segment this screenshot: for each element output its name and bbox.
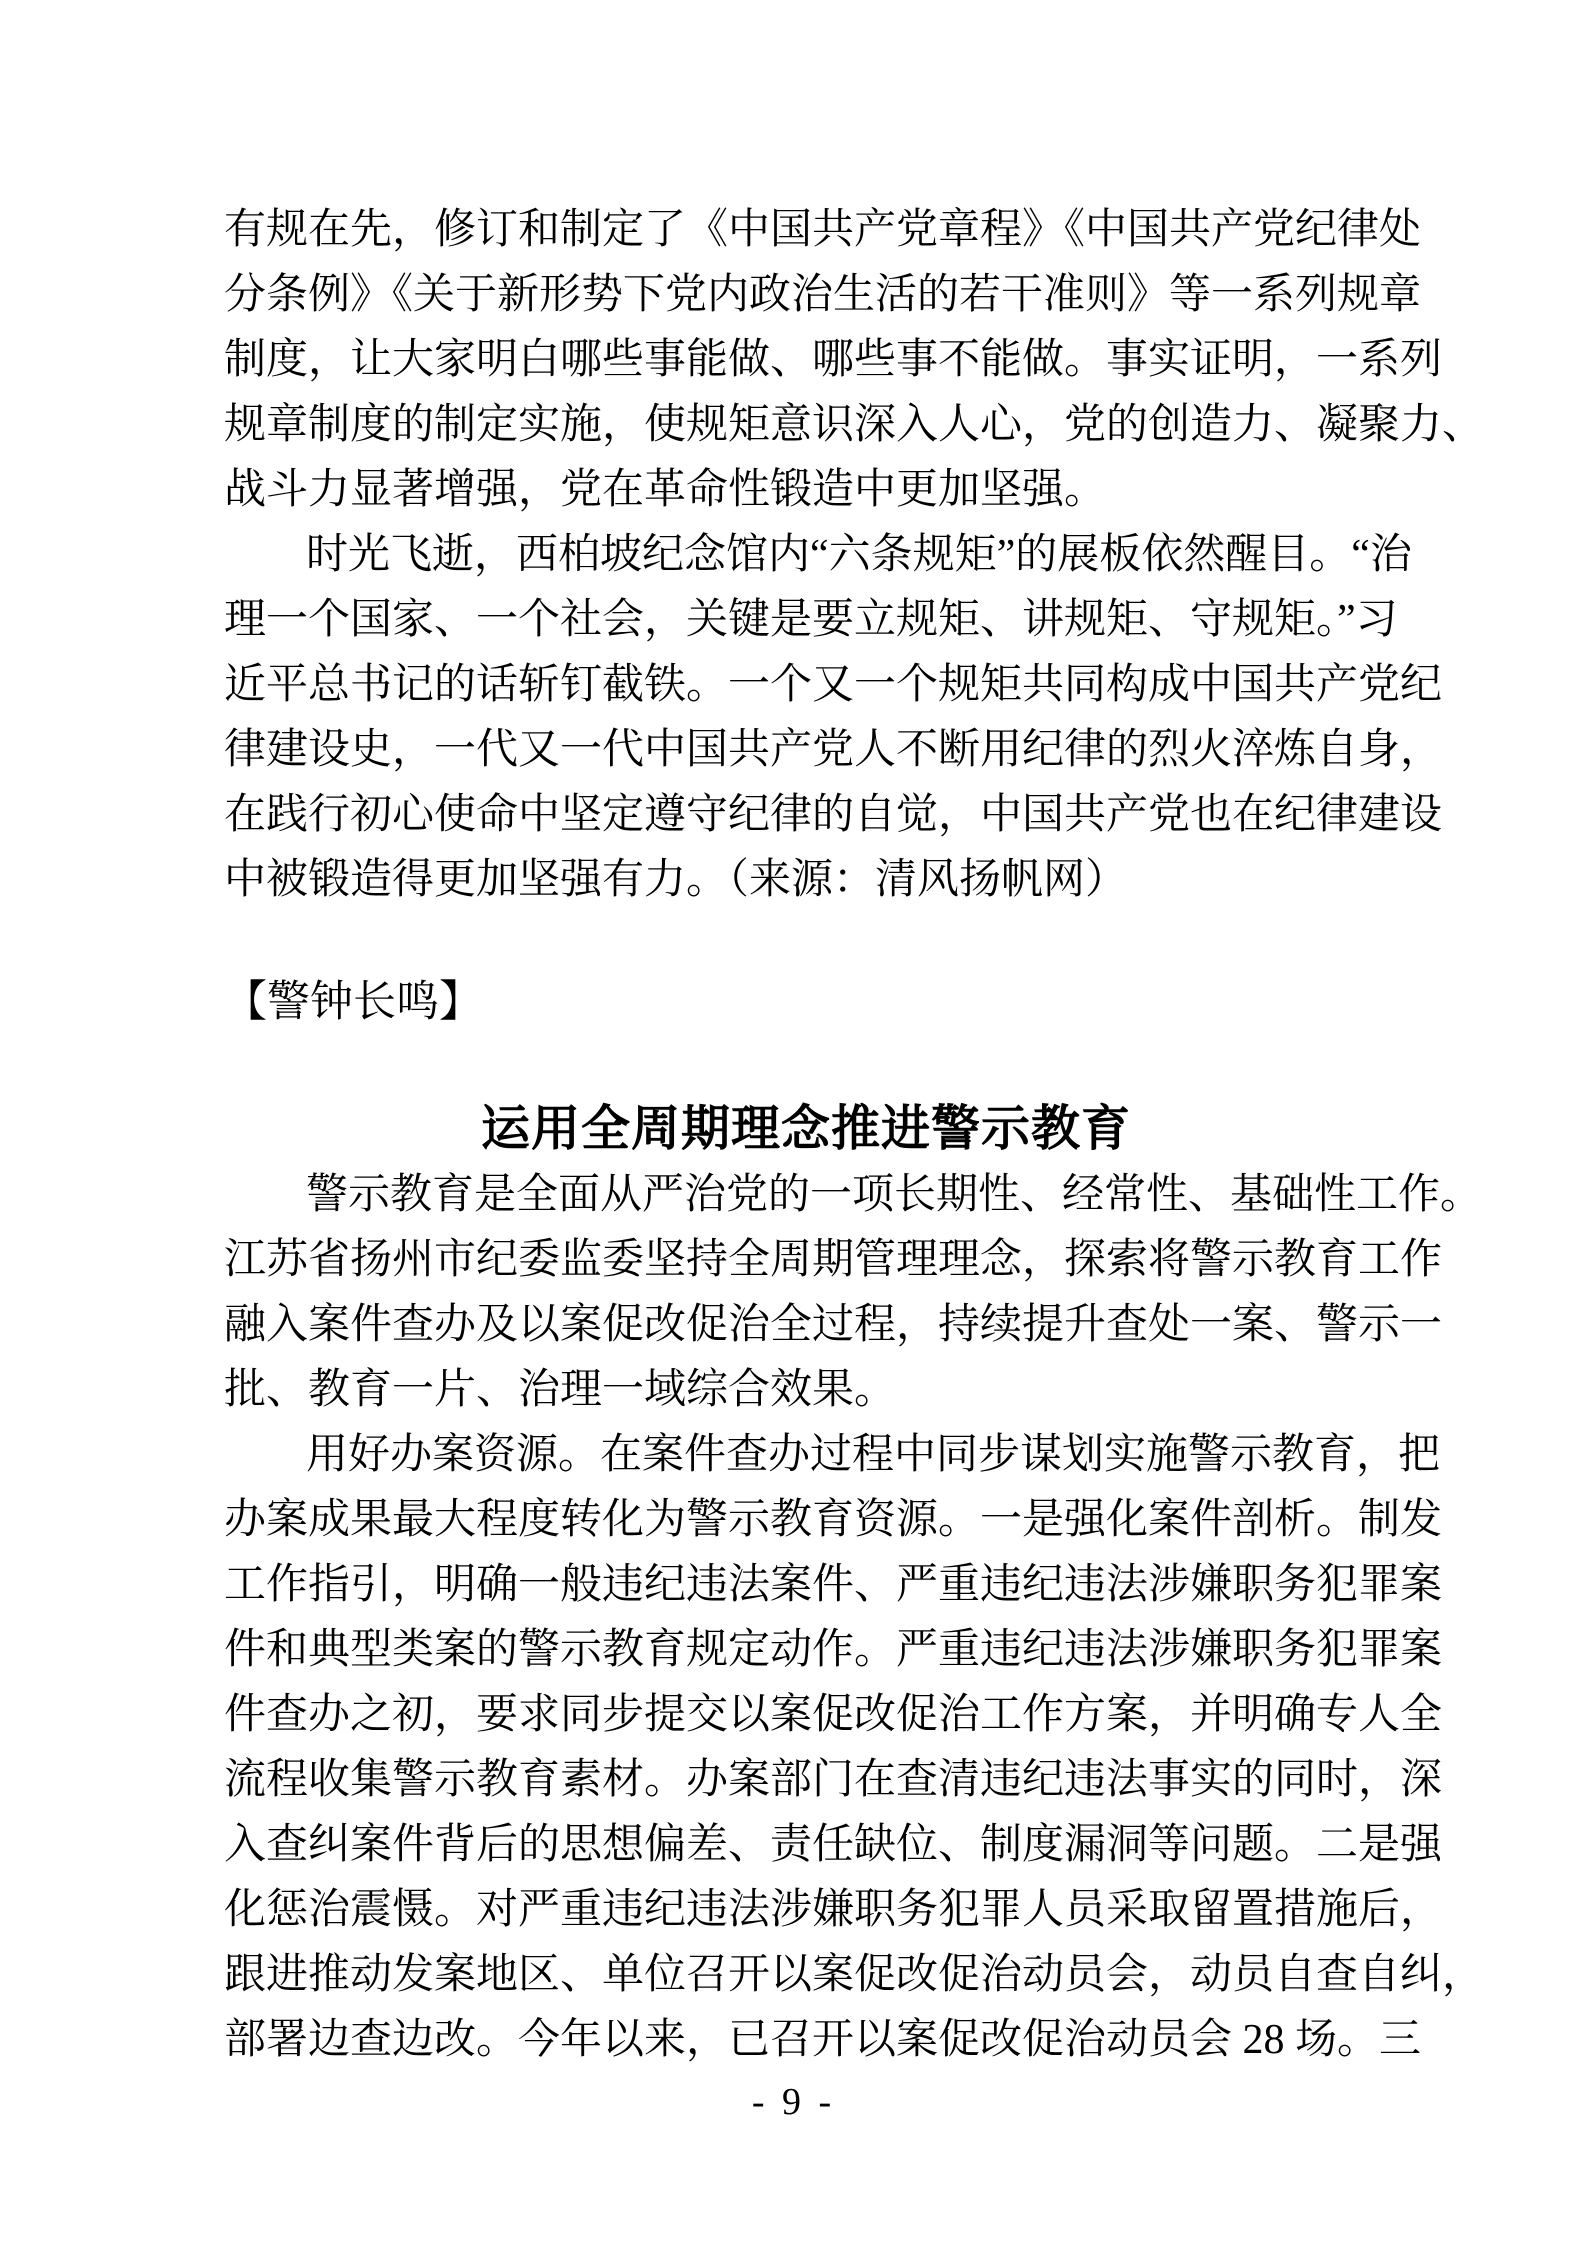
body-line: 近平总书记的话斩钉截铁。一个又一个规矩共同构成中国共产党纪 <box>224 662 1443 708</box>
body-line: 入查纠案件背后的思想偏差、责任缺位、制度漏洞等问题。二是强 <box>224 1822 1443 1868</box>
body-line: 化惩治震慑。对严重违纪违法涉嫌职务犯罪人员采取留置措施后， <box>224 1887 1443 1933</box>
body-line: 批、教育一片、治理一域综合效果。 <box>224 1367 897 1413</box>
body-line: 融入案件查办及以案促改促治全过程，持续提升查处一案、警示一 <box>224 1302 1443 1348</box>
body-line: 流程收集警示教育素材。办案部门在查清违纪违法事实的同时，深 <box>224 1757 1443 1803</box>
body-line: 有规在先，修订和制定了《中国共产党章程》《中国共产党纪律处 <box>224 207 1422 253</box>
body-line: 规章制度的制定实施，使规矩意识深入人心，党的创造力、凝聚力、 <box>224 402 1485 448</box>
page-body-text <box>224 198 1485 2073</box>
body-line: 件和典型类案的警示教育规定动作。严重违纪违法涉嫌职务犯罪案 <box>224 1627 1443 1673</box>
body-line: 用好办案资源。在案件查办过程中同步谋划实施警示教育，把 <box>306 1432 1441 1478</box>
page-number: - 9 - <box>751 2081 836 2123</box>
body-line: 工作指引，明确一般违纪违法案件、严重违纪违法涉嫌职务犯罪案 <box>224 1562 1443 1608</box>
body-line: 办案成果最大程度转化为警示教育资源。一是强化案件剖析。制发 <box>224 1497 1443 1543</box>
body-line: 江苏省扬州市纪委监委坚持全周期管理理念，探索将警示教育工作 <box>224 1237 1443 1283</box>
body-line: 警示教育是全面从严治党的一项长期性、经常性、基础性工作。 <box>306 1172 1483 1218</box>
body-line: 战斗力显著增强，党在革命性锻造中更加坚强。 <box>224 467 1107 513</box>
body-line: 律建设史，一代又一代中国共产党人不断用纪律的烈火淬炼自身， <box>224 727 1443 773</box>
body-line: 中被锻造得更加坚强有力。（来源：清风扬帆网） <box>224 857 1128 903</box>
body-line: 件查办之初，要求同步提交以案促改促治工作方案，并明确专人全 <box>224 1692 1443 1738</box>
article-title: 运用全周期理念推进警示教育 <box>480 1101 1131 1156</box>
body-line: 部署边查边改。今年以来，已召开以案促改促治动员会 28 场。三 <box>224 2017 1422 2063</box>
section-header: 【警钟长鸣】 <box>224 979 482 1026</box>
body-line: 跟进推动发案地区、单位召开以案促改促治动员会，动员自查自纠， <box>224 1952 1485 1998</box>
body-line: 制度，让大家明白哪些事能做、哪些事不能做。事实证明，一系列 <box>224 337 1443 383</box>
body-line: 分条例》《关于新形势下党内政治生活的若干准则》等一系列规章 <box>224 272 1422 318</box>
body-line: 在践行初心使命中坚定遵守纪律的自觉，中国共产党也在纪律建设 <box>224 792 1443 838</box>
body-line: 理一个国家、一个社会，关键是要立规矩、讲规矩、守规矩。”习 <box>224 597 1398 643</box>
body-line: 时光飞逝，西柏坡纪念馆内“六条规矩”的展板依然醒目。“治 <box>306 532 1412 578</box>
